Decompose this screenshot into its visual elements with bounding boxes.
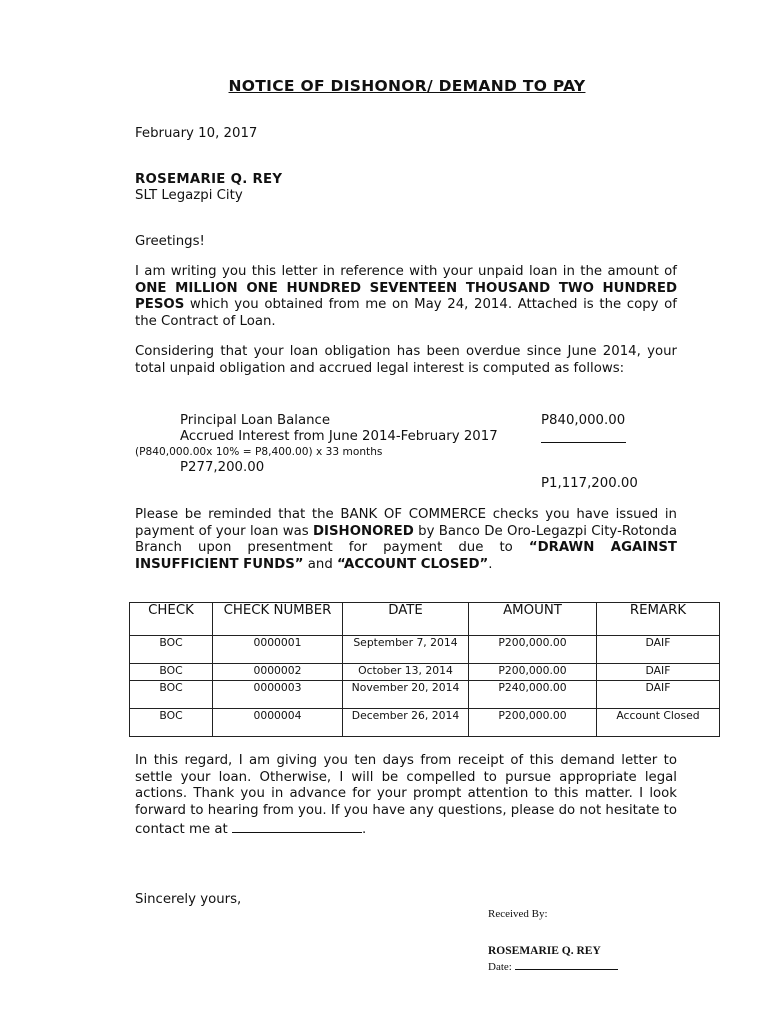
table-row bbox=[130, 636, 720, 664]
table-cell: 0000003 bbox=[213, 681, 343, 709]
column-header: CHECK NUMBER bbox=[213, 603, 343, 636]
paragraph-text: . bbox=[361, 822, 367, 837]
principal-label: Principal Loan Balance bbox=[180, 413, 331, 428]
table-cell: 0000004 bbox=[213, 709, 343, 737]
table-cell: 0000002 bbox=[213, 664, 343, 681]
paragraph-loan-reference bbox=[135, 264, 677, 330]
date-blank-line bbox=[515, 958, 618, 970]
table-cell: P200,000.00 bbox=[469, 709, 597, 737]
column-header: DATE bbox=[343, 603, 469, 636]
table-cell: P200,000.00 bbox=[469, 664, 597, 681]
total-value: P1,117,200.00 bbox=[541, 476, 638, 491]
contact-blank-line bbox=[232, 819, 362, 833]
table-cell: 0000001 bbox=[213, 636, 343, 664]
dishonored-word: DISHONORED bbox=[313, 523, 414, 539]
date-label: Date: bbox=[488, 961, 515, 973]
table-cell: DAIF bbox=[597, 681, 720, 709]
table-cell: BOC bbox=[130, 636, 213, 664]
document-title: NOTICE OF DISHONOR/ DEMAND TO PAY bbox=[228, 77, 586, 95]
table-cell: November 20, 2014 bbox=[343, 681, 469, 709]
subtotal-rule bbox=[541, 442, 626, 443]
table-cell: P200,000.00 bbox=[469, 636, 597, 664]
paragraph-text: I am writing you this letter in reference with your unpaid loan in the amount of bbox=[135, 264, 677, 279]
paragraph-overdue: Considering that your loan obligation has been overdue since June 2014, your total unpaid obligation and accrued legal interest is computed as follows: bbox=[135, 344, 677, 376]
table-row bbox=[130, 664, 720, 681]
date-line bbox=[488, 958, 618, 974]
column-header: REMARK bbox=[597, 603, 720, 636]
table-cell: DAIF bbox=[597, 636, 720, 664]
paragraph-text: Please be reminded that the BANK OF COMMERCE checks you have issued in payment of your loan was bbox=[135, 507, 677, 539]
table-cell: BOC bbox=[130, 681, 213, 709]
greeting: Greetings! bbox=[135, 234, 205, 249]
signatory-name: ROSEMARIE Q. REY bbox=[488, 945, 601, 957]
table-cell: BOC bbox=[130, 664, 213, 681]
closing: Sincerely yours, bbox=[135, 892, 242, 907]
recipient-name: ROSEMARIE Q. REY bbox=[135, 172, 283, 187]
table-cell: December 26, 2014 bbox=[343, 709, 469, 737]
paragraph-text: which you obtained from me on May 24, 2014. Attached is the copy of the Contract of Loan. bbox=[135, 297, 677, 329]
table-row bbox=[130, 681, 720, 709]
letter-date: February 10, 2017 bbox=[135, 126, 258, 141]
table-row bbox=[130, 709, 720, 737]
interest-value: P277,200.00 bbox=[180, 460, 265, 475]
received-by-label: Received By: bbox=[488, 908, 548, 920]
paragraph-text: and bbox=[303, 556, 338, 572]
paragraph-demand bbox=[135, 753, 677, 839]
paragraph-dishonored bbox=[135, 507, 677, 573]
table-cell: October 13, 2014 bbox=[343, 664, 469, 681]
reason-account-closed: “ACCOUNT CLOSED” bbox=[337, 556, 489, 572]
paragraph-text: . bbox=[488, 556, 493, 572]
column-header: AMOUNT bbox=[469, 603, 597, 636]
principal-value: P840,000.00 bbox=[541, 413, 626, 428]
amount-in-words: ONE MILLION ONE HUNDRED SEVENTEEN THOUSAND TWO HUNDRED PESOS bbox=[135, 280, 677, 312]
recipient-address: SLT Legazpi City bbox=[135, 188, 243, 203]
paragraph-text: by Banco De Oro-Legazpi City-Rotonda Branch upon presentment for payment due to bbox=[135, 523, 678, 555]
paragraph-text: In this regard, I am giving you ten days from receipt of this demand letter to settle your loan. Otherwise, I will be compelled to pursue appropriate legal actions. Thank you in advance for your prompt attention to this matter. I look forward to hearing from you. If you have any questions, please do not hesitate to contact me at bbox=[135, 753, 677, 837]
table-cell: September 7, 2014 bbox=[343, 636, 469, 664]
interest-formula: (P840,000.00x 10% = P8,400.00) x 33 months bbox=[135, 446, 383, 458]
table-header-row bbox=[130, 603, 720, 636]
table-cell: P240,000.00 bbox=[469, 681, 597, 709]
reason-insufficient-funds: “DRAWN AGAINST INSUFFICIENT FUNDS” bbox=[135, 540, 677, 572]
interest-label: Accrued Interest from June 2014-February 2017 bbox=[180, 429, 498, 444]
table-cell: BOC bbox=[130, 709, 213, 737]
checks-table bbox=[129, 602, 720, 737]
column-header: CHECK bbox=[130, 603, 213, 636]
table-cell: Account Closed bbox=[597, 709, 720, 737]
table-cell: DAIF bbox=[597, 664, 720, 681]
